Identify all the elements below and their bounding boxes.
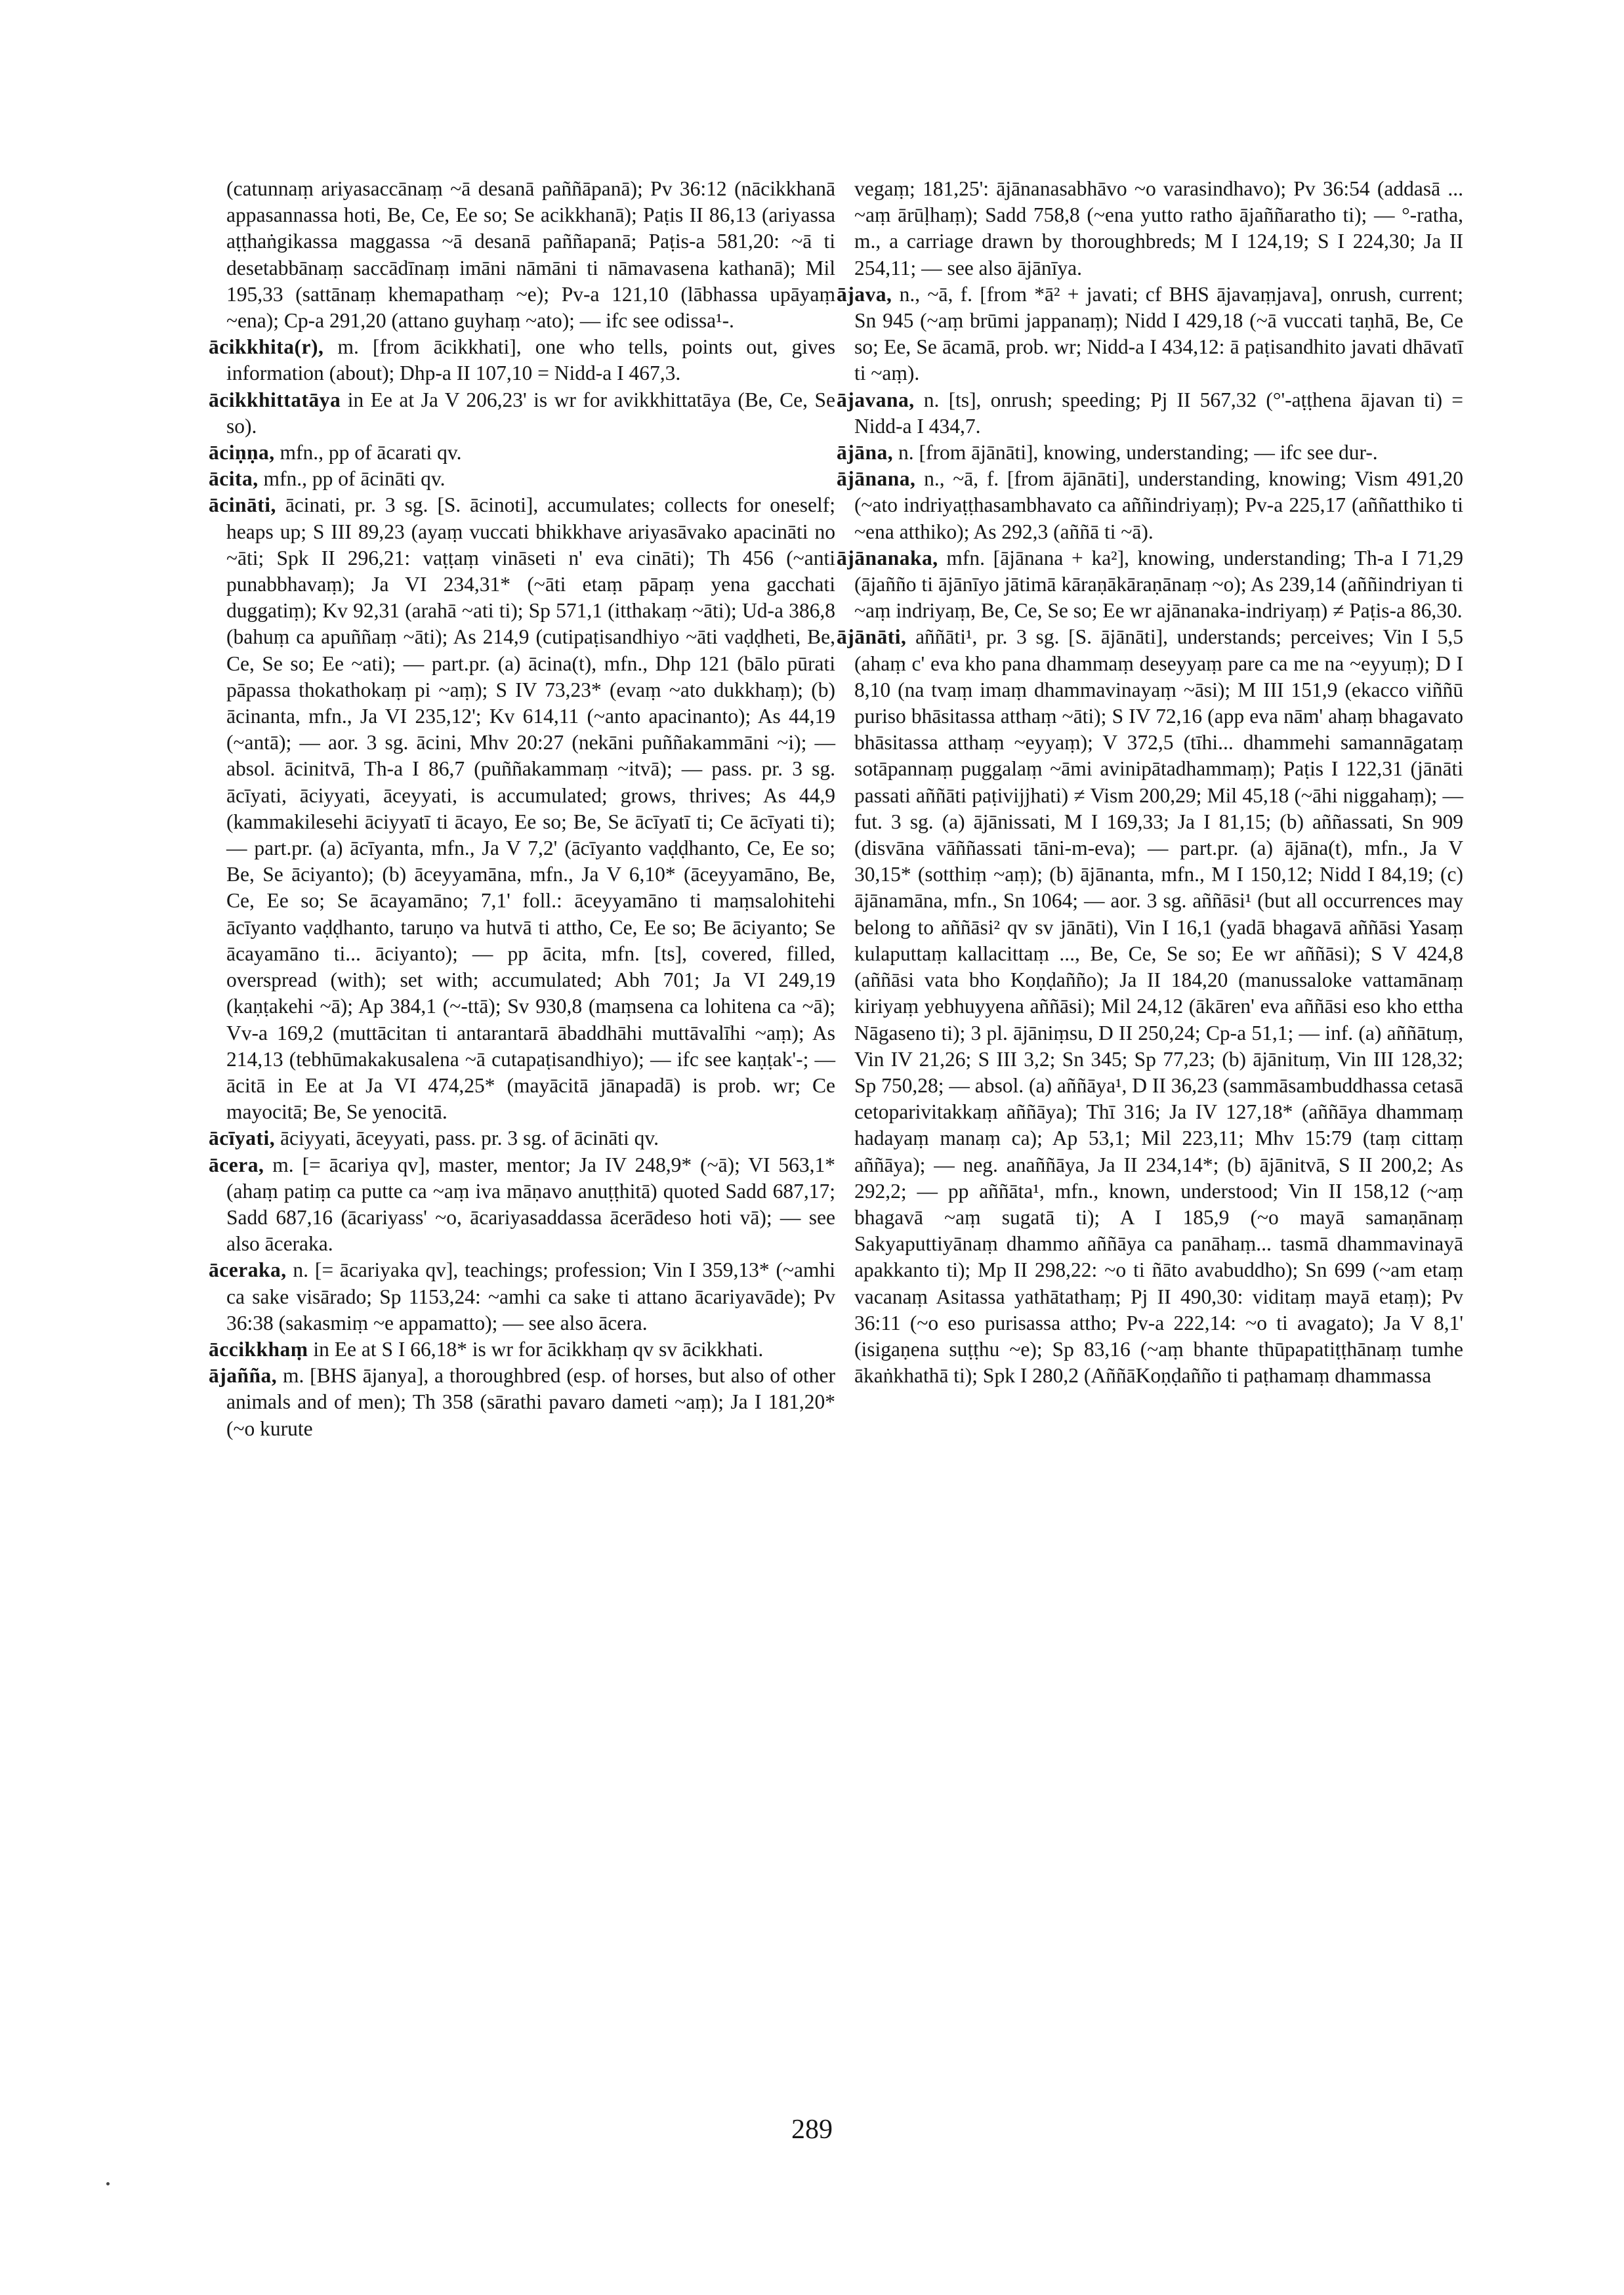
entry-text: āciyyati, āceyyati, pass. pr. 3 sg. of ācināti qv. — [280, 1127, 659, 1150]
entry-continuation — [837, 176, 1463, 281]
entry-text: n., ~ā, f. [from *ā² + javati; cf BHS ājavaṃjava], onrush, current; Sn 945 (~aṃ brūmi jappanaṃ); Nidd I 429,18 (~ā vuccati taṇhā, Be, Ce so; Ee, Se ācamā, prob. wr; Nidd-a I 434,12: ā paṭisandhito javati dhāvatī ti ~aṃ). — [854, 282, 1463, 385]
headword: ājañña, — [209, 1364, 278, 1388]
headword: ājavana, — [837, 388, 915, 411]
headword: ācīyati, — [209, 1127, 276, 1150]
entry-text: n. [from ājānāti], knowing, understanding; — ifc see dur-. — [898, 441, 1378, 465]
entry-accikkham — [209, 1336, 835, 1363]
headword: ājava, — [837, 282, 892, 306]
headword: āccikkhaṃ — [209, 1337, 308, 1361]
entry-continuation — [209, 176, 835, 334]
entry-text: aññāti¹, pr. 3 sg. [S. ājānāti], understands; perceives; Vin I 5,5 (ahaṃ c' eva kho pana dhammaṃ deseyyaṃ pare ca me na ~eyyuṃ); D I 8,10 (na tvaṃ imaṃ dhammavinayaṃ ~āsi); M III 151,9 (ekacco viññū puriso bhāsitassa atthaṃ ~āti); S IV 72,16 (app eva nām' ahaṃ bhagavato bhāsitassa atthaṃ ~eyyaṃ); V 372,5 (tīhi... dhammehi samannāgataṃ sotāpannaṃ puggalaṃ ~āmi avinipātadhammaṃ); Paṭis I 122,31 (jānāti passati aññāti paṭivijjhati) ≠ Vism 200,29; Mil 45,18 (~āhi niggahaṃ); — fut. 3 sg. (a) ājānissati, M I 169,33; Ja I 81,15; (b) aññassati, Sn 909 (disvāna vāññassati tāni-m-eva); — part.pr. (a) ājāna(t), mfn., Ja V 30,15* (sotthiṃ ~aṃ); (b) ājānanta, mfn., M I 150,12; Nidd I 84,19; (c) ājānamāna, mfn., Sn 1064; — aor. 3 sg. aññāsi¹ (but all occurrences may belong to aññāsi² qv sv jānāti), Vin I 16,1 (yadā bhagavā aññāsi Yasaṃ kulaputtaṃ kallacittaṃ ..., Be, Ce, Se so; Ee wr aññāsi); S V 424,8 (aññāsi vata bho Koṇḍañño); Ja II 184,20 (manussaloke vattamānaṃ kiriyaṃ yebhuyyena aññāsi); Mil 24,12 (ākāren' eva aññāsi eso kho ettha Nāgaseno ti); 3 pl. ājāniṃsu, D II 250,24; Cp-a 51,1; — inf. (a) aññātuṃ, Vin IV 21,26; S III 3,2; Sn 345; Sp 77,23; (b) ājānituṃ, Vin III 128,32; Sp 750,28; — absol. (a) aññāya¹, D II 36,23 (sammāsambuddhassa cetasā cetoparivitakkaṃ aññāya); Thī 316; Ja IV 127,18* (aññāya dhammaṃ hadayaṃ manaṃ ca); Ap 53,1; Mil 223,11; Mhv 15:79 (taṃ cittaṃ aññāya); — neg. anaññāya, Ja II 234,14*; (b) ājānitvā, S II 200,2; As 292,2; — pp aññāta¹, mfn., known, understood; Vin II 158,12 (~aṃ bhagavā ~aṃ sugatā ti); A I 185,9 (~o mayā samaṇānaṃ Sakyaputtiyānaṃ dhammo aññāya ca panāhaṃ... tasmā dhammavinayā apakkanto ti); Mp II 298,22: ~o ti ñāto avabuddho); Sn 699 (~am etaṃ vacanaṃ Asitassa yathātathaṃ; Pj II 490,30: viditaṃ mayā etaṃ); Pv 36:11 (~o eso purisassa attho; Pv-a 222,14: ~o ti avagato); Ja V 8,1' (isigaṇena suṭṭhu ~e); Sp 83,16 (~aṃ bhante thūpapatiṭṭhānaṃ tumhe ākaṅkhathā ti); Spk I 280,2 (AññāKoṇḍañño ti paṭhamaṃ dhammassa — [854, 625, 1464, 1388]
entry-ajava — [837, 281, 1463, 387]
left-column — [209, 176, 835, 1442]
entry-text: (catunnaṃ ariyasaccānaṃ ~ā desanā paññāpanā); Pv 36:12 (nācikkhanā appasannassa hoti, Be, Ce, Ee so; Se acikkhanā); Paṭis II 86,13 (ariyassa aṭṭhaṅgikassa maggassa ~ā desanā paññapanā; Paṭis-a 581,20: ~ā ti desetabbānaṃ saccādīnaṃ imāni nāmāni ti nāmavasena kathanā); Mil 195,33 (sattānaṃ khemapathaṃ ~e); Pv-a 121,10 (lābhassa upāyaṃ ~ena); Cp-a 291,20 (attano guyhaṃ ~ato); — ifc see odissa¹-. — [226, 177, 835, 333]
entry-text: vegaṃ; 181,25': ājānanasabhāvo ~o varasindhavo); Pv 36:54 (addasā ... ~aṃ ārūḷhaṃ); Sadd 758,8 (~ena yutto ratho ājaññaratho ti); — °-ratha, m., a carriage drawn by thoroughbreds; M I 124,19; S I 224,30; Ja II 254,11; — see also ājānīya. — [854, 177, 1463, 279]
page-number: 289 — [791, 2115, 833, 2145]
entry-aciyati — [209, 1125, 835, 1151]
entry-acikkhitar — [209, 334, 835, 386]
scan-speck — [106, 2182, 110, 2185]
entry-acinati — [209, 492, 835, 1125]
headword: ācita, — [209, 467, 259, 491]
headword: ājānana, — [837, 467, 916, 491]
entry-aceraka — [209, 1257, 835, 1336]
entry-text: mfn. [ājānana + ka²], knowing, understanding; Th-a I 71,29 (ājañño ti ājānīyo jātimā kāraṇākāraṇānaṃ ~o); As 239,14 (aññindriyan ti ~aṃ indriyaṃ, Be, Ce, Se so; Ee wr ajānanaka-indriyaṃ) ≠ Paṭis-a 86,30. — [854, 546, 1464, 623]
entry-text: m. [= ācariya qv], master, mentor; Ja IV 248,9* (~ā); VI 563,1* (ahaṃ patiṃ ca putte ca ~aṃ iva māṇavo anuṭṭhitā) quoted Sadd 687,17; Sadd 687,16 (ācariyass' ~o, ācariyasaddassa ācerādeso hoti vā); — see also āceraka. — [226, 1153, 835, 1256]
entry-text: n. [= ācariyaka qv], teachings; profession; Vin I 359,13* (~amhi ca sake visārado; Sp 1153,24: ~amhi ca sake ti attano ācariyavāde); Pv 36:38 (sakasmiṃ ~e appamatto); — see also ācera. — [226, 1258, 835, 1334]
entry-acita — [209, 466, 835, 492]
entry-text: n., ~ā, f. [from ājānāti], understanding, knowing; Vism 491,20 (~ato indriyaṭṭhasambhavato ca aññindriyaṃ); Pv-a 225,17 (aññatthiko ti ~ena atthiko); As 292,3 (aññā ti ~ā). — [854, 467, 1464, 543]
entry-text: mfn., pp of ācināti qv. — [263, 467, 446, 491]
entry-text: m. [BHS ājanya], a thoroughbred (esp. of horses, but also of other animals and of men); Th 358 (sārathi pavaro dameti ~aṃ); Ja I 181,20* (~o kurute — [226, 1364, 836, 1440]
headword: ācera, — [209, 1153, 264, 1176]
headword: ācināti, — [209, 493, 276, 517]
headword: ājānanaka, — [837, 546, 938, 569]
entry-ajanati — [837, 624, 1463, 1389]
entry-ajavana — [837, 387, 1463, 440]
entry-acera — [209, 1152, 835, 1258]
entry-text: mfn., pp of ācarati qv. — [280, 441, 462, 465]
headword: ācikkhittatāya — [209, 388, 341, 411]
entry-text: m. [from ācikkhati], one who tells, points out, gives information (about); Dhp-a II 107,10 = Nidd-a I 467,3. — [226, 335, 835, 385]
entry-ajanana — [837, 466, 1463, 545]
headword: āciṇṇa, — [209, 441, 275, 465]
entry-text: in Ee at S I 66,18* is wr for ācikkhaṃ qv sv ācikkhati. — [313, 1337, 764, 1361]
entry-acinna — [209, 440, 835, 466]
headword: ājāna, — [837, 441, 894, 465]
entry-ajananaka — [837, 545, 1463, 625]
entry-text: in Ee at Ja V 206,23' is wr for avikkhittatāya (Be, Ce, Se so). — [226, 388, 835, 438]
headword: ājānāti, — [837, 625, 907, 649]
right-column — [837, 176, 1463, 1389]
entry-ajana — [837, 440, 1463, 466]
headword: āceraka, — [209, 1258, 287, 1282]
entry-acikkhittataya — [209, 387, 835, 440]
entry-text: ācinati, pr. 3 sg. [S. ācinoti], accumulates; collects for oneself; heaps up; S III 89,23 (ayaṃ vuccati bhikkhave ariyasāvako apacināti no ~āti; Spk II 296,21: vaṭṭaṃ vināseti n' eva cināti); Th 456 (~anti punabbhavaṃ); Ja VI 234,31* (~āti etaṃ pāpaṃ yena gacchati duggatiṃ); Kv 92,31 (arahā ~ati ti); Sp 571,1 (itthakaṃ ~āti); Ud-a 386,8 (bahuṃ ca apuññaṃ ~āti); As 214,9 (cutipaṭisandhiyo ~āti vaḍḍheti, Be, Ce, Se so; Ee ~ati); — part.pr. (a) ācina(t), mfn., Dhp 121 (bālo pūrati pāpassa thokathokaṃ pi ~aṃ); S IV 73,23* (evaṃ ~ato dukkhaṃ); (b) ācinanta, mfn., Ja VI 235,12'; Kv 614,11 (~anto apacinanto); As 44,19 (~antā); — aor. 3 sg. ācini, Mhv 20:27 (nekāni puññakammāni ~i); — absol. ācinitvā, Th-a I 86,7 (puññakammaṃ ~itvā); — pass. pr. 3 sg. ācīyati, āciyyati, āceyyati, is accumulated; grows, thrives; As 44,9 (kammakilesehi āciyyatī ti ācayo, Ee so; Be, Se ācīyatī ti; Ce ācīyati ti); — part.pr. (a) ācīyanta, mfn., Ja V 7,2' (ācīyanto vaḍḍhanto, Ce, Ee so; Be, Se āciyanto); (b) āceyyamāna, mfn., Ja V 6,10* (āceyyamāno, Be, Ce, Ee so; Se ācayamāno; 7,1' foll.: āceyyamāno ti maṃsalohitehi ācīyanto vaḍḍhanto, taruṇo va hutvā ti attho, Ce, Ee so; Be āciyanto; Se ācayamāno ti... āciyanto); — pp ācita, mfn. [ts], covered, filled, overspread (with); set with; accumulated; Abh 701; Ja VI 249,19 (kaṇṭakehi ~ā); Ap 384,1 (~-ttā); Sv 930,8 (maṃsena ca lohitena ca ~ā); Vv-a 169,2 (muttācitan ti antarantarā ābaddhāhi muttāvalīhi ~aṃ); As 214,13 (tebhūmakakusalena ~ā cutapaṭisandhiyo); — ifc see kaṇṭak'-; — ācitā in Ee at Ja VI 474,25* (mayācitā jānapadā) is prob. wr; Ce mayocitā; Be, Se yenocitā. — [226, 493, 836, 1124]
entry-text: n. [ts], onrush; speeding; Pj II 567,32 (°'-aṭṭhena ājavan ti) = Nidd-a I 434,7. — [854, 388, 1464, 438]
headword: ācikkhita(r), — [209, 335, 324, 359]
entry-ajanna — [209, 1363, 835, 1442]
